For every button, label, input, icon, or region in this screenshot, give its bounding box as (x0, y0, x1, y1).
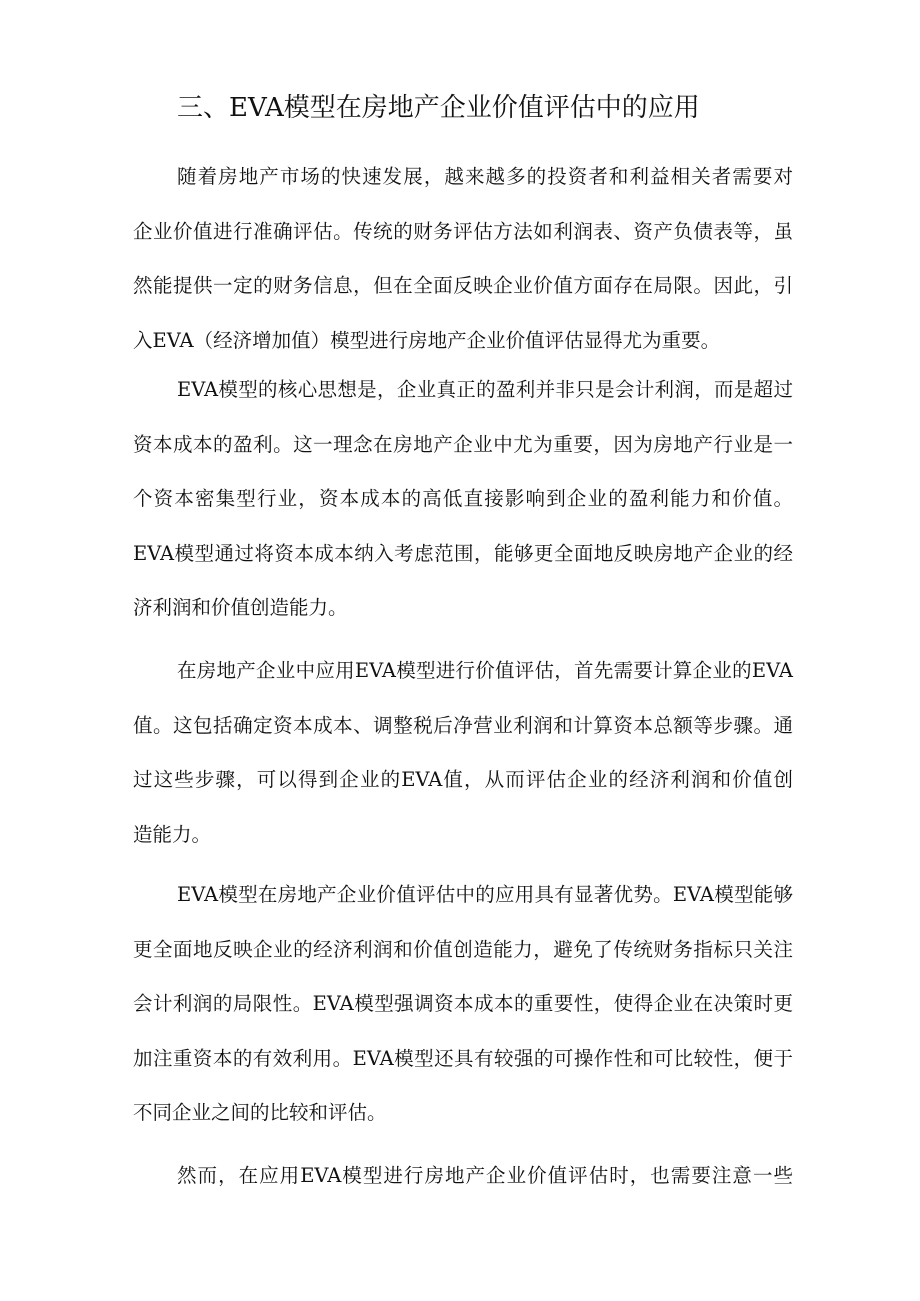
section-heading: 三、EVA模型在房地产企业价值评估中的应用 (177, 93, 700, 123)
paragraph-line: 造能力。 (133, 822, 212, 846)
paragraph-line: 个资本密集型行业，资本成本的高低直接影响到企业的盈利能力和价值。 (133, 487, 793, 510)
paragraph-line: 加注重资本的有效利用。EVA模型还具有较强的可操作性和可比较性，便于 (133, 1046, 793, 1070)
paragraph-line: EVA模型的核心思想是，企业真正的盈利并非只是会计利润，而是超过 (177, 378, 793, 401)
paragraph-line: 不同企业之间的比较和评估。 (133, 1101, 387, 1124)
paragraph-5 (133, 1149, 793, 1204)
paragraph-line: 在房地产企业中应用EVA模型进行价值评估，首先需要计算企业的EVA (177, 659, 793, 682)
paragraph-4 (133, 868, 793, 1141)
paragraph-line: EVA模型通过将资本成本纳入考虑范围，能够更全面地反映房地产企业的经 (133, 541, 793, 565)
paragraph-line: 企业价值进行准确评估。传统的财务评估方法如利润表、资产负债表等，虽 (133, 219, 793, 243)
paragraph-line: EVA模型在房地产企业价值评估中的应用具有显著优势。EVA模型能够 (177, 883, 793, 906)
paragraph-line: 随着房地产市场的快速发展，越来越多的投资者和利益相关者需要对 (177, 165, 793, 188)
paragraph-line: 济利润和价值创造能力。 (133, 596, 348, 619)
paragraph-1 (133, 150, 793, 368)
paragraph-line: 过这些步骤，可以得到企业的EVA值，从而评估企业的经济利润和价值创 (133, 768, 793, 791)
paragraph-line: 资本成本的盈利。这一理念在房地产企业中尤为重要，因为房地产行业是一 (133, 432, 793, 456)
paragraph-3 (133, 644, 793, 862)
paragraph-line: 值。这包括确定资本成本、调整税后净营业利润和计算资本总额等步骤。通 (133, 713, 793, 737)
paragraph-2 (133, 363, 793, 636)
paragraph-line: 会计利润的局限性。EVA模型强调资本成本的重要性，使得企业在决策时更 (133, 992, 793, 1015)
paragraph-line: 然而，在应用EVA模型进行房地产企业价值评估时，也需要注意一些 (177, 1164, 793, 1187)
paragraph-line: 入EVA（经济增加值）模型进行房地产企业价值评估显得尤为重要。 (133, 328, 721, 352)
paragraph-line: 更全面地反映企业的经济利润和价值创造能力，避免了传统财务指标只关注 (133, 937, 793, 961)
paragraph-line: 然能提供一定的财务信息，但在全面反映企业价值方面存在局限。因此，引 (133, 274, 793, 297)
